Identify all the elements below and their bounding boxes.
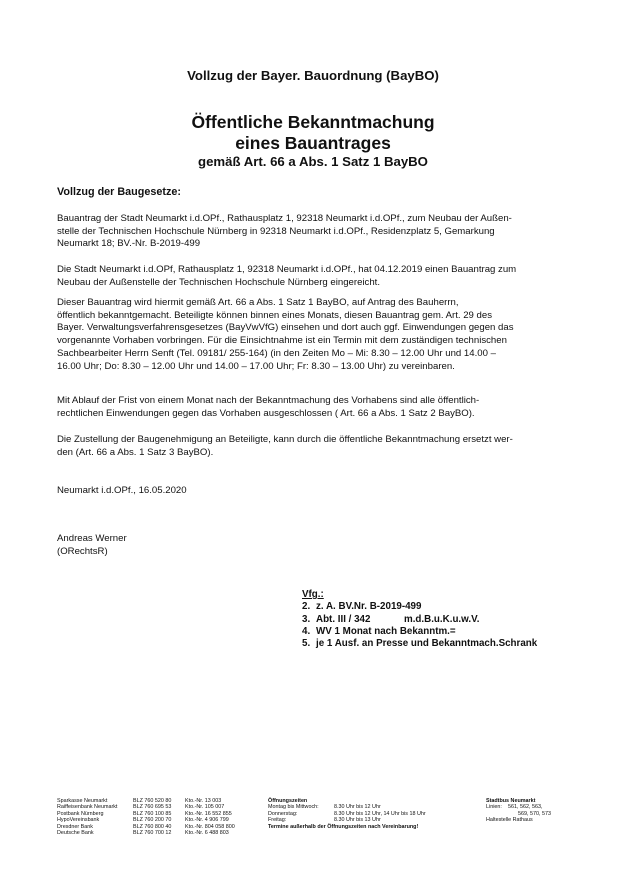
line: vorgenannte Vorhaben vorbringen. Für die Einsichtnahme ist ein Termin mit dem zuständigen technischen	[57, 335, 507, 347]
disposition-block	[302, 589, 537, 650]
title-line-2: eines Bauantrages	[235, 133, 391, 153]
item-text: z. A. BV.Nr. B-2019-499	[316, 601, 422, 613]
bus-lines-1: 561, 562, 563,	[508, 804, 543, 811]
bus-stop: Haltestelle Rathaus	[486, 817, 533, 824]
bank-name: HypoVereinsbank	[57, 817, 100, 824]
footer-bus	[486, 798, 551, 824]
paragraph-submission	[57, 264, 577, 289]
line: Dieser Bauantrag wird hiermit gemäß Art. 66 a Abs. 1 Satz 1 BayBO, auf Antrag des Bauherrn,	[57, 297, 459, 308]
line: öffentlich bekanntgemacht. Beteiligte können binnen eines Monats, diesen Bauantrag gem. Art. 29 des	[57, 309, 493, 321]
line: rechtlichen Einwendungen gegen das Vorhaben ausgeschlossen ( Art. 66 a Abs. 1 Satz 2 BayBO).	[57, 407, 475, 419]
item-text: WV 1 Monat nach Bekanntm.=	[316, 625, 456, 637]
signature-block	[57, 533, 127, 558]
item-extra: m.d.B.u.K.u.w.V.	[404, 613, 480, 625]
bank-name: Deutsche Bank	[57, 830, 94, 837]
signer-name: Andreas Werner	[57, 533, 127, 544]
line: Die Stadt Neumarkt i.d.OPf, Rathausplatz 1, 92318 Neumarkt i.d.OPf., hat 04.12.2019 einen Bauantrag zum	[57, 264, 517, 275]
hours-day: Freitag:	[268, 817, 287, 824]
hours-time: 8.30 Uhr bis 12 Uhr, 14 Uhr bis 18 Uhr	[334, 810, 426, 817]
bank-name: Dresdner Bank	[57, 823, 93, 830]
item-number: 2.	[302, 601, 311, 613]
paragraph-announcement	[57, 297, 577, 373]
bank-blz: BLZ 760 100 85	[133, 810, 172, 817]
bank-name: Postbank Nürnberg	[57, 810, 104, 817]
bank-row	[57, 817, 239, 823]
bus-lines-label: Linien:	[486, 804, 502, 811]
hours-day: Donnerstag:	[268, 810, 298, 817]
paragraph-delivery	[57, 434, 577, 459]
signer-title: (ORechtsR)	[57, 545, 108, 557]
section-heading: Vollzug der Baugesetze:	[57, 186, 181, 198]
law-heading: Vollzug der Bayer. Bauordnung (BayBO)	[187, 68, 439, 83]
bank-kto: Kto.-Nr. 6 488 803	[185, 830, 229, 837]
bank-blz: BLZ 760 200 70	[133, 817, 172, 824]
disposition-item	[302, 614, 537, 626]
disposition-item	[302, 638, 537, 650]
bus-lines	[486, 804, 551, 810]
bank-kto: Kto.-Nr. 105 007	[185, 804, 225, 811]
line: Neumarkt 18; BV.-Nr. B-2019-499	[57, 238, 201, 250]
bank-name: Sparkasse Neumarkt	[57, 798, 108, 804]
disposition-item	[302, 601, 537, 613]
line: Bauantrag der Stadt Neumarkt i.d.OPf., Rathausplatz 1, 92318 Neumarkt i.d.OPf., zum Neubau der Außen-	[57, 213, 512, 224]
line: 16.00 Uhr; Do: 8.30 – 12.00 Uhr und 14.00 – 17.00 Uhr; Fr: 8.30 – 13.00 Uhr) zu vereinbaren.	[57, 360, 455, 372]
place-date: Neumarkt i.d.OPf., 16.05.2020	[57, 485, 187, 496]
hours-heading: Öffnungszeiten	[268, 798, 308, 804]
line: stelle der Technischen Hochschule Nürnberg in 92318 Neumarkt i.d.OPf., Residenzplatz 5, Gemarkung	[57, 225, 495, 237]
footer-banks	[57, 798, 239, 836]
item-number: 4.	[302, 625, 311, 637]
bank-kto: Kto.-Nr. 4 906 799	[185, 817, 229, 824]
disposition-item	[302, 626, 537, 638]
title-line-1: Öffentliche Bekanntmachung	[191, 112, 435, 132]
item-number: 5.	[302, 638, 311, 650]
bank-kto: Kto.-Nr. 804 058 800	[185, 823, 235, 830]
bank-row	[57, 804, 239, 810]
line: Bayer. Verwaltungsverfahrensgesetzes (BayVwVfG) einsehen und dort auch ggf. Einwendungen gegen das	[57, 322, 514, 334]
title-line-3: gemäß Art. 66 a Abs. 1 Satz 1 BayBO	[198, 154, 428, 169]
disposition-heading: Vfg.:	[302, 589, 324, 600]
hours-note: Termine außerhalb der Öffnungszeiten nach Vereinbarung!	[268, 823, 419, 830]
paragraph-application	[57, 213, 577, 251]
item-text: Abt. III / 342	[316, 613, 371, 625]
line: Die Zustellung der Baugenehmigung an Beteiligte, kann durch die öffentliche Bekanntmachung ersetzt wer-	[57, 434, 513, 445]
line: Mit Ablauf der Frist von einem Monat nach der Bekanntmachung des Vorhabens sind alle öffentlich-	[57, 395, 480, 406]
item-text: je 1 Ausf. an Presse und Bekanntmach.Schrank	[316, 638, 538, 650]
line: Sachbearbeiter Herrn Senft (Tel. 09181/ 255-164) (in den Zeiten Mo – Mi: 8.30 – 12.00 Uhr und 14.00 –	[57, 347, 496, 359]
line: den (Art. 66 a Abs. 1 Satz 3 BayBO).	[57, 446, 214, 458]
bank-kto: Kto.-Nr. 16 552 855	[185, 810, 232, 817]
footer-opening-hours	[268, 798, 430, 830]
bank-blz: BLZ 760 800 40	[133, 823, 172, 830]
item-number: 3.	[302, 613, 311, 625]
bank-name: Raiffeisenbank Neumarkt	[57, 804, 118, 811]
bank-blz: BLZ 760 695 53	[133, 804, 172, 811]
hours-time: 8.30 Uhr bis 13 Uhr	[334, 817, 381, 824]
bus-heading: Stadtbus Neumarkt	[486, 798, 536, 804]
hours-day: Montag bis Mittwoch:	[268, 804, 319, 811]
bank-kto: Kto.-Nr. 13 003	[185, 798, 222, 804]
bus-lines-continued: 569, 570, 573	[518, 810, 551, 817]
line: Neubau der Außenstelle der Technischen Hochschule Nürnberg eingereicht.	[57, 276, 381, 288]
paragraph-deadline	[57, 395, 577, 420]
bank-blz: BLZ 760 700 12	[133, 830, 172, 837]
bank-blz: BLZ 760 520 80	[133, 798, 172, 804]
bank-row	[57, 830, 239, 836]
hours-time: 8.30 Uhr bis 12 Uhr	[334, 804, 381, 811]
